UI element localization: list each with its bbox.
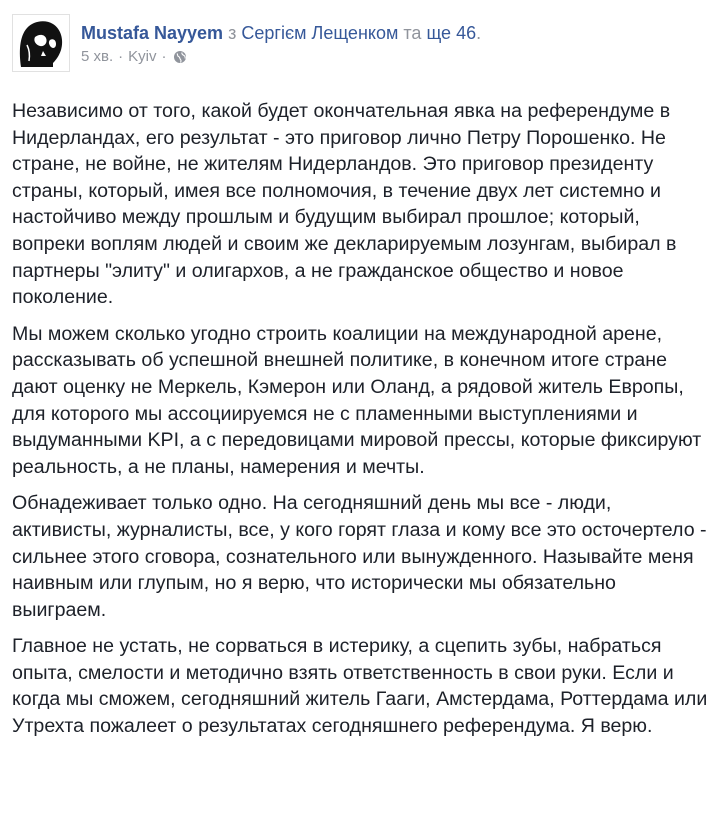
tagged-person-link[interactable]: Сергієм Лещенком xyxy=(241,23,399,43)
post-header xyxy=(12,10,712,88)
header-text xyxy=(81,10,481,67)
avatar[interactable] xyxy=(12,14,70,72)
post-paragraph-3: Обнадеживает только одно. На сегодняшний день мы все - люди, активисты, журналисты, все, у кого горят глаза и кому все это осточертело - сильнее этого сговора, сознательного или вынужденного. Называйте меня наивным или глупым, но я верю, что исторически мы обязательно выиграем. xyxy=(12,492,707,621)
post-body xyxy=(12,88,712,740)
post-paragraph-4: Главное не устать, не сорваться в истерику, а сцепить зубы, набраться опыта, смелости и методично взять ответственность в свои руки. Если и когда мы сможем, сегодняшний житель Гааги, Амстердама, Роттердама или Утрехта пожалеет о результатах сегодняшнего референдума. Я верю. xyxy=(12,635,708,738)
post-paragraph-1: Независимо от того, какой будет окончательная явка на референдуме в Нидерландах, его результат - это приговор лично Петру Порошенко. Не стране, не войне, не жителям Нидерландов. Это приговор президенту страны, который, имея все полномочия, в течение двух лет системно и настойчиво между прошлым и будущим выбирал прошлое; который, вопреки воплям людей и своим же декларируемым лозунгам, выбирал в партнеры "элиту" и олигархов, а не гражданское общество и новое поколение. xyxy=(12,100,677,309)
and-word: та xyxy=(403,23,422,43)
post-paragraph-2: Мы можем сколько угодно строить коалиции на международной арене, рассказывать об успешной внешней политике, в конечном итоге стране дают оценку не Меркель, Кэмерон или Оланд, а рядовой житель Европы, для которого мы ассоциируемся не с пламенными выступлениями и выдуманными KPI, а с передовицами мировой прессы, которые фиксируют реальность, а не планы, намерения и мечты. xyxy=(12,322,702,478)
author-name-link[interactable]: Mustafa Nayyem xyxy=(81,23,224,43)
header-trailing-dot: . xyxy=(476,23,482,43)
tagged-others-link[interactable]: ще 46 xyxy=(426,23,477,43)
globe-icon[interactable] xyxy=(173,50,187,64)
post-timestamp-link[interactable]: 5 хв. xyxy=(81,48,114,65)
post-meta xyxy=(81,47,481,67)
avatar-image xyxy=(13,15,69,71)
with-word: з xyxy=(228,23,237,43)
post-title-line xyxy=(81,22,481,44)
post-location-link[interactable]: Kyiv xyxy=(128,48,157,65)
meta-separator: · xyxy=(118,48,124,65)
meta-separator: · xyxy=(161,48,167,65)
